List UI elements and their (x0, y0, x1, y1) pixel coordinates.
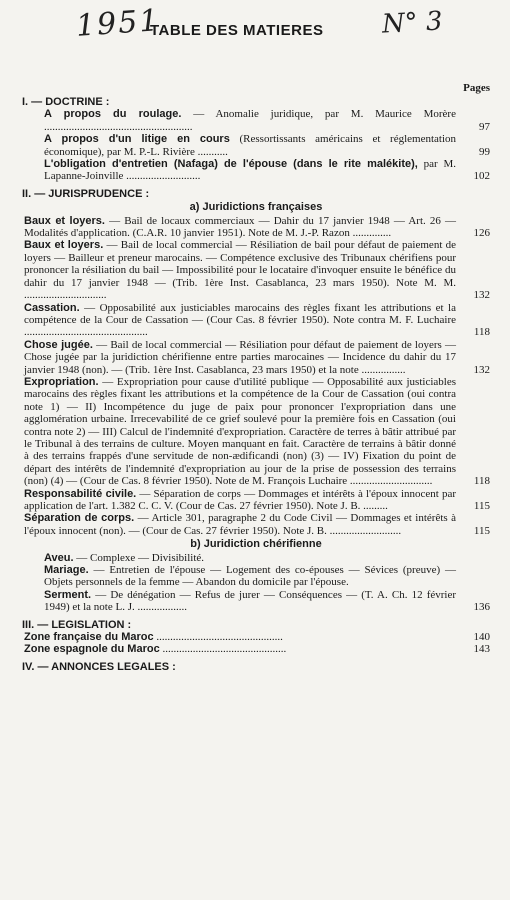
toc-entry (22, 564, 490, 589)
toc-entry-lead: Baux et loyers. (24, 214, 105, 227)
toc-entry-lead: Mariage. (44, 564, 89, 577)
toc-entry (22, 488, 490, 513)
toc-entry-lead: Zone espagnole du Maroc (24, 643, 160, 656)
toc-entry-text (44, 552, 466, 564)
legislation-list (22, 631, 490, 656)
handwritten-number: N° 3 (381, 6, 444, 40)
toc-entry-lead: Serment. (44, 588, 92, 601)
toc-entry-body: .............................................. (153, 631, 283, 644)
toc-entry-text (24, 302, 466, 339)
toc-entry-page-number: 126 (473, 227, 490, 240)
toc-entry-text (24, 643, 466, 655)
toc-entry-body: — Bail de local commercial — Résiliation pour défaut de paiement de loyers — Chose jugée par la juridiction chérifienne entre parties marocaines — Incidence du dahir du 17 janvier 1948 (non). — (Trib. 1ère Inst. Casablanca, 23 mars 1950) et la note ................ (24, 338, 457, 376)
toc-entry-text (44, 589, 466, 614)
toc-entry-lead: Cassation. (24, 301, 80, 314)
toc-entry-body: — Séparation de corps — Dommages et intérêts à l'époux innocent par application de l'art. 1.382 C. C. V. (Cour de Cas. 27 février 1950). Note J. B. ......... (24, 487, 457, 512)
toc-entry (22, 512, 490, 537)
toc-entry-page-number: 132 (473, 363, 490, 376)
toc-entry-text (24, 376, 466, 488)
toc-entry-lead: Chose jugée. (24, 338, 93, 351)
toc-entry (22, 302, 490, 339)
toc-entry-lead: Expropriation. (24, 375, 99, 388)
toc-entry-page-number: 143 (473, 643, 490, 656)
table-of-contents (22, 94, 490, 673)
toc-entry (22, 631, 490, 643)
section-heading-jurisprudence: II. — JURISPRUDENCE : (22, 187, 150, 200)
toc-entry-text (44, 108, 466, 133)
subheading-juridictions-francaises: a) Juridictions françaises (189, 201, 323, 214)
toc-entry-page-number: 115 (473, 524, 490, 537)
toc-entry-lead: A propos du roulage. (44, 108, 182, 121)
toc-entry-lead: Aveu. (44, 551, 74, 564)
toc-entry-body: — Expropriation pour cause d'utilité publique — Opposabilité aux justiciables marocains des règles fixant les attributions et la compétence de la Cour de Cassation (oui contra note 1) — II) Incompétence du juge de paix pour prononcer l'expropriation dans une agglomération urbaine. Irrecevabilité de ce grief soulevé pour la première fois en Cassation (oui contra note 2) — III) Calcul de l'indemnité d'expropriation. Caractère de terres à bâtir attribué par le Tribunal à des terrains de culture. Moyen manquant en fait. Caractère de terrains à bâtir donné à des terrains frappés d'une servitude de non-ædificandi (non) (3) — IV) Fixation du point de départ des intérêts de l'indemnité d'expropriation au jour de la prise de possession des terrains (non) (4) — (Cour de Cas. 8 février 1950). Note de M. François Luchaire .............................. (24, 375, 456, 488)
toc-entry (22, 158, 490, 183)
toc-entry-body: — De dénégation — Refus de jurer — Conséquences — (T. A. Ch. 12 février 1949) et la note L. J. .................. (44, 588, 456, 614)
toc-entry (22, 215, 490, 240)
toc-entry-text (44, 564, 466, 589)
toc-entry-lead: Baux et loyers. (24, 239, 104, 252)
toc-entry-body: — Entretien de l'épouse — Logement des co-épouses — Sévices (preuve) — Objets personnels de la femme — Abandon du domicile par l'épouse. (44, 564, 456, 589)
toc-entry-page-number: 118 (473, 326, 490, 339)
toc-entry-text (24, 215, 466, 240)
handwritten-year: 1951 (74, 3, 162, 44)
toc-entry-lead: L'obligation d'entretien (Nafaga) de l'épouse (dans le rite malékite), (44, 158, 418, 171)
toc-entry (22, 133, 490, 158)
toc-entry-body: (Ressortissants américains et réglementation économique), par M. P.-L. Rivière ........... (44, 133, 457, 158)
toc-entry-lead: A propos d'un litige en cours (44, 133, 230, 146)
juridiction-cherifienne-list (22, 552, 490, 614)
doctrine-list (22, 108, 490, 182)
toc-entry-page-number: 118 (473, 475, 490, 488)
juridictions-francaises-list (22, 215, 490, 538)
toc-entry-text (24, 488, 466, 513)
toc-entry-text (44, 158, 466, 183)
section-heading-legislation: III. — LEGISLATION : (22, 618, 132, 631)
toc-entry-body: — Anomalie juridique, par M. Maurice Morère ...................................................... (44, 108, 456, 133)
toc-entry-lead: Responsabilité civile. (24, 487, 137, 500)
toc-entry-page-number: 102 (473, 170, 490, 183)
toc-entry-text (24, 339, 466, 376)
toc-entry (22, 339, 490, 376)
toc-entry-page-number: 132 (473, 289, 490, 302)
toc-entry-page-number: 115 (473, 500, 490, 512)
toc-entry (22, 108, 490, 133)
subheading-juridiction-cherifienne: b) Juridiction chérifienne (190, 538, 322, 551)
toc-entry (22, 589, 490, 614)
toc-entry-body: — Article 301, paragraphe 2 du Code Civil — Dommages et intérêts à l'époux innocent (non). — (Cour de Cas. 27 février 1950). Note J. B. .......................... (24, 512, 457, 537)
toc-entry-page-number: 97 (479, 120, 490, 133)
toc-entry-body: — Opposabilité aux justiciables marocains des règles fixant les attributions et la compétence de la Cour de Cassation — (Cour Cas. 8 février 1950). Note contra M. F. Luchaire ............................................. (24, 301, 456, 339)
toc-entry-body: — Bail de locaux commerciaux — Dahir du 17 janvier 1948 — Art. 26 — Modalités d'application. (C.A.R. 10 janvier 1951). Note de M. J.-P. Razon .............. (24, 214, 456, 240)
toc-entry-lead: Zone française du Maroc (24, 631, 154, 644)
toc-entry (22, 552, 490, 564)
toc-entry-page-number: 99 (479, 145, 490, 158)
toc-entry-body: ............................................. (159, 643, 287, 656)
toc-entry-text (24, 631, 466, 643)
page-title: TABLE DES MATIERES (150, 22, 324, 39)
toc-entry (22, 643, 490, 655)
toc-entry-page-number: 140 (473, 631, 490, 644)
toc-entry-page-number: 136 (473, 601, 490, 614)
section-heading-annonces-legales: IV. — ANNONCES LEGALES : (22, 660, 176, 673)
toc-entry-body: par M. Lapanne-Joinville ........................... (44, 158, 456, 183)
toc-entry (22, 239, 490, 301)
toc-entry-lead: Séparation de corps. (24, 512, 135, 525)
toc-entry-text (24, 512, 466, 537)
toc-entry-text (24, 239, 466, 301)
toc-entry-body: — Bail de local commercial — Résiliation de bail pour défaut de paiement de loyers — Bailleur et preneur marocains. — Compétence exclusive des Tribunaux chérifiens pour prononcer la résiliation du bail — Impossibilité pour le locataire d'invoquer ensuite le bénéfice du dahir du 17 janvier 1948 — (Trib. 1ère Inst. Casablanca, 23 mars 1950). Note M. M. .............................. (24, 239, 456, 302)
toc-entry-text (44, 133, 466, 158)
toc-entry-body: — Complexe — Divisibilité. (73, 551, 205, 564)
toc-entry (22, 376, 490, 488)
section-heading-doctrine: I. — DOCTRINE : (22, 96, 110, 108)
pages-column-heading: Pages (463, 82, 490, 94)
